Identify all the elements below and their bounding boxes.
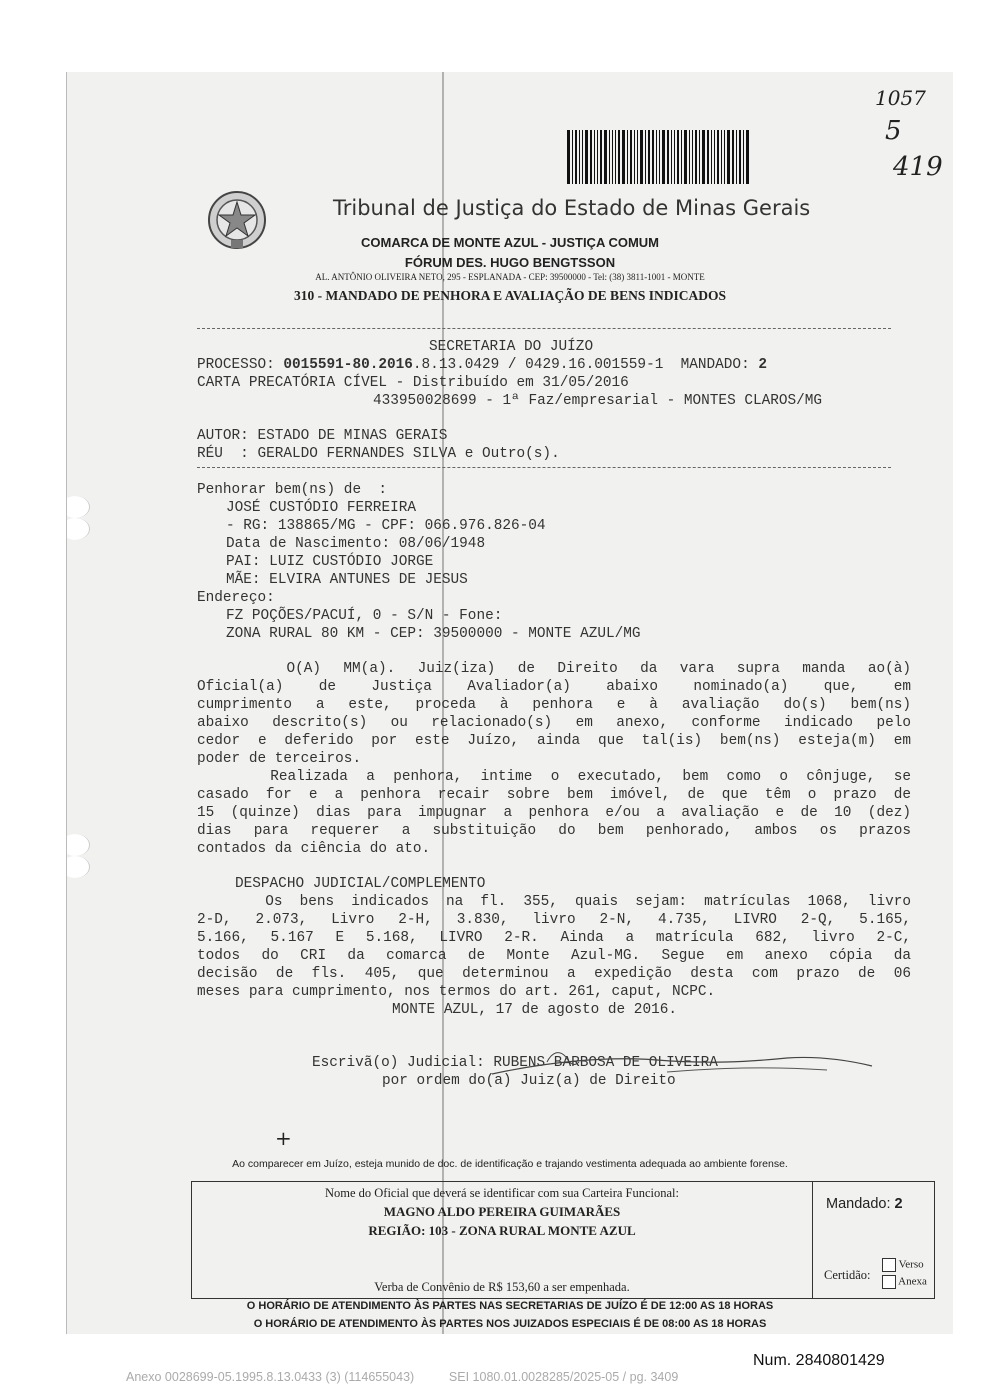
barcode-bar xyxy=(640,130,643,184)
barcode-bar xyxy=(674,130,675,184)
penhora-docs: - RG: 138865/MG - CPF: 066.976.826-04 xyxy=(226,518,546,534)
barcode-bar xyxy=(714,130,715,184)
endereco-line-2: ZONA RURAL 80 KM - CEP: 39500000 - MONTE AZUL/MG xyxy=(226,626,641,642)
mandado-number: 2 xyxy=(758,357,767,373)
body-line: casado for e a penhora recair sobre bem imóvel, de que têm o prazo de xyxy=(197,787,911,803)
page-number: Num. 2840801429 xyxy=(753,1352,885,1369)
processo-number: 0015591-80.2016 xyxy=(283,357,413,373)
oficial-label: Nome do Oficial que deverá se identificar com sua Carteira Funcional: xyxy=(324,1186,680,1200)
mandado-box-number: 2 xyxy=(894,1196,903,1212)
barcode xyxy=(567,130,779,184)
verso-option[interactable] xyxy=(882,1258,924,1272)
barcode-bar xyxy=(609,130,610,184)
punch-hole-top-2 xyxy=(66,518,90,540)
barcode-bar xyxy=(732,130,734,184)
barcode-bar xyxy=(634,130,635,184)
secretaria: SECRETARIA DO JUÍZO xyxy=(429,339,594,355)
barcode-bar xyxy=(736,130,737,184)
court-address: AL. ANTÔNIO OLIVEIRA NETO, 295 - ESPLANADA - CEP: 39500000 - Tel: (38) 3811-1001 - MONTE xyxy=(315,272,705,282)
por-ordem: por ordem do(a) Juiz(a) de Direito xyxy=(382,1073,676,1089)
penhora-pai: PAI: LUIZ CUSTÓDIO JORGE xyxy=(226,554,434,570)
barcode-bar xyxy=(659,130,660,184)
penhora-nome: JOSÉ CUSTÓDIO FERREIRA xyxy=(226,500,416,516)
body-line: abaixo descrito(s) ou relacionado(s) em anexo, conforme indicado pelo xyxy=(197,715,911,731)
anexa-checkbox[interactable] xyxy=(882,1275,896,1289)
barcode-bar xyxy=(637,130,638,184)
handwritten-number-top: 1057 xyxy=(875,86,926,110)
anexa-option[interactable] xyxy=(882,1275,927,1289)
punch-hole-top xyxy=(66,496,90,518)
barcode-bar xyxy=(612,130,613,184)
barcode-bar xyxy=(662,130,665,184)
certidao-label: Certidão: xyxy=(824,1268,871,1282)
escriva: Escrivã(o) Judicial: RUBENS BARBOSA DE OLIVEIRA xyxy=(312,1055,718,1071)
date-line: MONTE AZUL, 17 de agosto de 2016. xyxy=(392,1002,677,1018)
barcode-bar xyxy=(671,130,672,184)
document-type: 310 - MANDADO DE PENHORA E AVALIAÇÃO DE BENS INDICADOS xyxy=(294,288,726,303)
barcode-bar xyxy=(702,130,705,184)
divider-top xyxy=(197,328,891,329)
barcode-bar xyxy=(746,130,749,184)
despacho-line: meses para cumprimento, nos termos do art. 261, caput, NCPC. xyxy=(197,984,716,1000)
divider-middle xyxy=(197,467,891,468)
punch-hole-bottom xyxy=(66,834,90,856)
barcode-bar xyxy=(695,130,697,184)
barcode-bar xyxy=(627,130,628,184)
processo-rest: .8.13.0429 / 0429.16.001559-1 MANDADO: xyxy=(412,357,759,373)
barcode-bar xyxy=(717,130,719,184)
barcode-bar xyxy=(692,130,693,184)
barcode-bar xyxy=(652,130,654,184)
handwritten-cross: + xyxy=(275,1126,292,1150)
body-line: contados da ciência do ato. xyxy=(197,841,431,857)
barcode-bar xyxy=(656,130,657,184)
barcode-bar xyxy=(604,130,607,184)
origem: 433950028699 - 1ª Faz/empresarial - MONTES CLAROS/MG xyxy=(373,393,823,409)
barcode-bar xyxy=(585,130,588,184)
body-line: Realizada a penhora, intime o executado, bem como o cônjuge, se xyxy=(197,769,911,785)
barcode-bar xyxy=(667,130,669,184)
body-line: cedor e deferido por este Juízo, ainda que tal(is) bem(ns) esteja(m) em xyxy=(197,733,911,749)
barcode-bar xyxy=(618,130,620,184)
barcode-bar xyxy=(572,130,573,184)
endereco-label: Endereço: xyxy=(197,590,275,606)
horario-juizados: O HORÁRIO DE ATENDIMENTO ÀS PARTES NOS JUIZADOS ESPECIAIS É DE 08:00 AS 18 HORAS xyxy=(253,1318,767,1330)
barcode-bar xyxy=(681,130,682,184)
anexa-label: Anexa xyxy=(898,1275,927,1288)
barcode-bar xyxy=(575,130,577,184)
penhora-mae: MÃE: ELVIRA ANTUNES DE JESUS xyxy=(226,572,468,588)
verso-checkbox[interactable] xyxy=(882,1258,896,1272)
barcode-bar xyxy=(724,130,725,184)
despacho-title: DESPACHO JUDICIAL/COMPLEMENTO xyxy=(235,876,486,892)
despacho-line: 5.166, 5.167 E 5.168, LIVRO 2-R. Ainda a matrícula 682, livro 2-C, xyxy=(197,930,911,946)
barcode-bar xyxy=(707,130,709,184)
barcode-bar xyxy=(622,130,625,184)
verso-label: Verso xyxy=(898,1258,924,1271)
carta-precatoria: CARTA PRECATÓRIA CÍVEL - Distribuído em 31/05/2016 xyxy=(197,375,629,391)
barcode-bar xyxy=(600,130,602,184)
forum: FÓRUM DES. HUGO BENGTSSON xyxy=(404,255,616,270)
processo-label: PROCESSO: xyxy=(197,357,284,373)
barcode-bar xyxy=(597,130,598,184)
oficial-regiao: REGIÃO: 103 - ZONA RURAL MONTE AZUL xyxy=(368,1223,636,1238)
signature-mark xyxy=(487,1032,877,1102)
oficial-nome: MAGNO ALDO PEREIRA GUIMARÃES xyxy=(383,1204,621,1219)
despacho-line: decisão de fls. 405, que determinou a expedição desta com prazo de 06 xyxy=(197,966,911,982)
scanned-page xyxy=(66,72,953,1334)
comarca: COMARCA DE MONTE AZUL - JUSTIÇA COMUM xyxy=(360,235,660,250)
barcode-bar xyxy=(594,130,595,184)
body-line: O(A) MM(a). Juiz(iza) de Direito da vara supra manda ao(à) xyxy=(197,661,911,677)
barcode-bar xyxy=(711,130,712,184)
barcode-bar xyxy=(684,130,687,184)
barcode-bar xyxy=(630,130,632,184)
barcode-bar xyxy=(582,130,583,184)
body-line: dias para requerer a substituição do bem penhorado, ambos os prazos xyxy=(197,823,911,839)
handwritten-number-mid: 5 xyxy=(885,116,902,146)
court-name: Tribunal de Justiça do Estado de Minas Gerais xyxy=(333,196,811,220)
reu: RÉU : GERALDO FERNANDES SILVA e Outro(s). xyxy=(197,446,560,462)
processo-line xyxy=(197,356,767,374)
despacho-line: Os bens indicados na fl. 355, quais sejam: matrículas 1068, livro xyxy=(197,894,911,910)
barcode-bar xyxy=(743,130,744,184)
despacho-line: todos do CRI da comarca de Monte Azul-MG. Segue em anexo cópia da xyxy=(197,948,911,964)
footer-notice: Ao comparecer em Juízo, esteja munido de doc. de identificação e trajando vestimenta adequada ao ambiente forense. xyxy=(232,1158,788,1170)
punch-hole-bottom-2 xyxy=(66,856,90,878)
handwritten-number-bottom: 419 xyxy=(893,152,943,182)
barcode-bar xyxy=(739,130,741,184)
autor: AUTOR: ESTADO DE MINAS GERAIS xyxy=(197,428,448,444)
horario-secretarias: O HORÁRIO DE ATENDIMENTO ÀS PARTES NAS SECRETARIAS DE JUÍZO É DE 12:00 AS 18 HORAS xyxy=(246,1300,774,1312)
barcode-bar xyxy=(615,130,616,184)
verba: Verba de Convênio de R$ 153,60 a ser empenhada. xyxy=(374,1280,630,1294)
barcode-bar xyxy=(567,130,570,184)
barcode-bar xyxy=(699,130,700,184)
mandado-box-label: Mandado: xyxy=(826,1196,895,1212)
body-line: 15 (quinze) dias para impugnar a penhora e/ou a avaliação e de 10 (dez) xyxy=(197,805,911,821)
barcode-bar xyxy=(727,130,730,184)
barcode-bar xyxy=(590,130,592,184)
despacho-line: 2-D, 2.073, Livro 2-H, 3.830, livro 2-N, 4.735, LIVRO 2-Q, 5.165, xyxy=(197,912,911,928)
barcode-bar xyxy=(579,130,580,184)
penhora-title: Penhorar bem(ns) de : xyxy=(197,482,387,498)
body-line: poder de terceiros. xyxy=(197,751,362,767)
body-line: cumprimento a este, proceda à penhora e à avaliação do(s) bem(ns) xyxy=(197,697,911,713)
footer-box xyxy=(191,1181,935,1299)
endereco-line-1: FZ POÇÕES/PACUÍ, 0 - S/N - Fone: xyxy=(226,608,503,624)
barcode-bar xyxy=(677,130,679,184)
body-line: Oficial(a) de Justiça Avaliador(a) abaixo nominado(a) que, em xyxy=(197,679,911,695)
barcode-bar xyxy=(648,130,650,184)
page-footer: Anexo 0028699-05.1995.8.13.0433 (3) (114655043) SEI 1080.01.0028285/2025-05 / pg. 3409 xyxy=(126,1370,679,1384)
barcode-bar xyxy=(645,130,646,184)
footer-divider xyxy=(812,1182,813,1298)
barcode-bar xyxy=(689,130,690,184)
penhora-nascimento: Data de Nascimento: 08/06/1948 xyxy=(226,536,486,552)
mandado-box xyxy=(826,1196,903,1212)
barcode-bar xyxy=(721,130,722,184)
